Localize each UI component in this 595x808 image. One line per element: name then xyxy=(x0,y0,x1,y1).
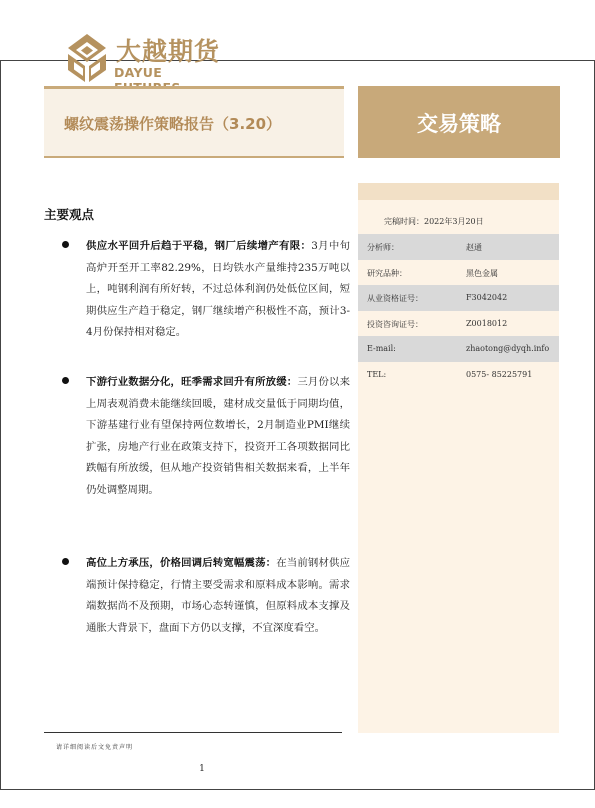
info-value: 黑色金属 xyxy=(466,268,498,278)
completion-date: 完稿时间：2022年3月20日 xyxy=(384,217,484,226)
category-label: 交易策略 xyxy=(417,112,501,136)
info-value: F3042042 xyxy=(466,293,508,302)
logo-name-cn: 大越期货 xyxy=(116,37,221,66)
bullet-dot-icon xyxy=(62,241,69,248)
bullet-lead: 下游行业数据分化，旺季需求回升有所放缓： xyxy=(86,376,298,388)
info-row-email xyxy=(358,336,559,362)
info-key: E-mail: xyxy=(367,344,396,353)
logo-mark-icon xyxy=(66,32,108,84)
bullet-item xyxy=(62,372,351,532)
bullet-body: 3月中旬高炉开至开工率82.29%，日均铁水产量维持235万吨以上，吨钢利润有所好转，不过总体利润仍处低位区间，短期供应生产趋于稳定，钢厂继续增产积极性不高，预计3-4月份保持相对稳定。 xyxy=(86,240,350,338)
info-row-consulting xyxy=(358,311,559,337)
bullet-body: 在当前钢材供应端预计保持稳定，行情主要受需求和原料成本影响。需求端数据尚不及预期，市场心态转谨慎，但原料成本支撑及通胀大背景下，盘面下方仍以支撑，不宜深度看空。 xyxy=(86,557,351,634)
info-key: TEL: xyxy=(367,369,387,379)
footer-divider xyxy=(44,732,342,733)
info-key: 从业资格证号： xyxy=(367,294,423,303)
bullet-text xyxy=(86,236,350,344)
info-value: Z0018012 xyxy=(466,318,508,328)
disclaimer-note: 请详细阅读后文免责声明 xyxy=(56,744,134,751)
company-logo xyxy=(66,30,226,86)
info-row-qualification xyxy=(358,285,559,311)
info-row-tel xyxy=(358,362,559,388)
info-table xyxy=(358,234,559,387)
info-key: 投资咨询证号： xyxy=(367,319,423,329)
email-link[interactable]: zhaotong@dyqh.info xyxy=(466,344,550,353)
bullet-lead: 高位上方承压，价格回调后转宽幅震荡： xyxy=(86,557,277,569)
bullet-item xyxy=(62,236,348,346)
info-key: 研究品种： xyxy=(367,268,407,278)
info-value: 0575- 85225791 xyxy=(466,369,533,379)
info-row-variety xyxy=(358,260,559,286)
info-key: 分析师： xyxy=(367,243,399,252)
logo-name-en: DAYUE xyxy=(114,65,163,80)
panel-top-strip xyxy=(358,183,559,200)
info-row-analyst xyxy=(358,234,559,260)
title-bar-top-rule xyxy=(44,86,344,89)
category-banner xyxy=(358,86,560,158)
bullet-lead: 供应水平回升后趋于平稳，钢厂后续增产有限： xyxy=(86,240,312,252)
bullet-text xyxy=(86,553,350,639)
analyst-info-panel xyxy=(358,183,559,733)
bullet-dot-icon xyxy=(62,558,69,565)
info-value: 赵通 xyxy=(466,243,482,252)
section-title: 主要观点 xyxy=(44,207,95,222)
page-number: 1 xyxy=(199,764,205,774)
bullet-item xyxy=(62,553,351,673)
bullet-body: 三月份以来上周表观消费未能继续回暖，建材成交量低于同期均值，下游基建行业有望保持两位数增长，2月制造业PMI继续扩张，房地产行业在政策支持下，投资开工各项数据同比跌幅有所放缓，但从地产投资销售相关数据来看，上半年仍处调整周期。 xyxy=(86,376,351,496)
report-title-bar xyxy=(44,86,344,158)
bullet-text xyxy=(86,372,350,501)
report-title: 螺纹震荡操作策略报告（3.20） xyxy=(64,115,282,133)
bullet-dot-icon xyxy=(62,377,69,384)
title-bar-bottom-rule xyxy=(44,156,344,158)
